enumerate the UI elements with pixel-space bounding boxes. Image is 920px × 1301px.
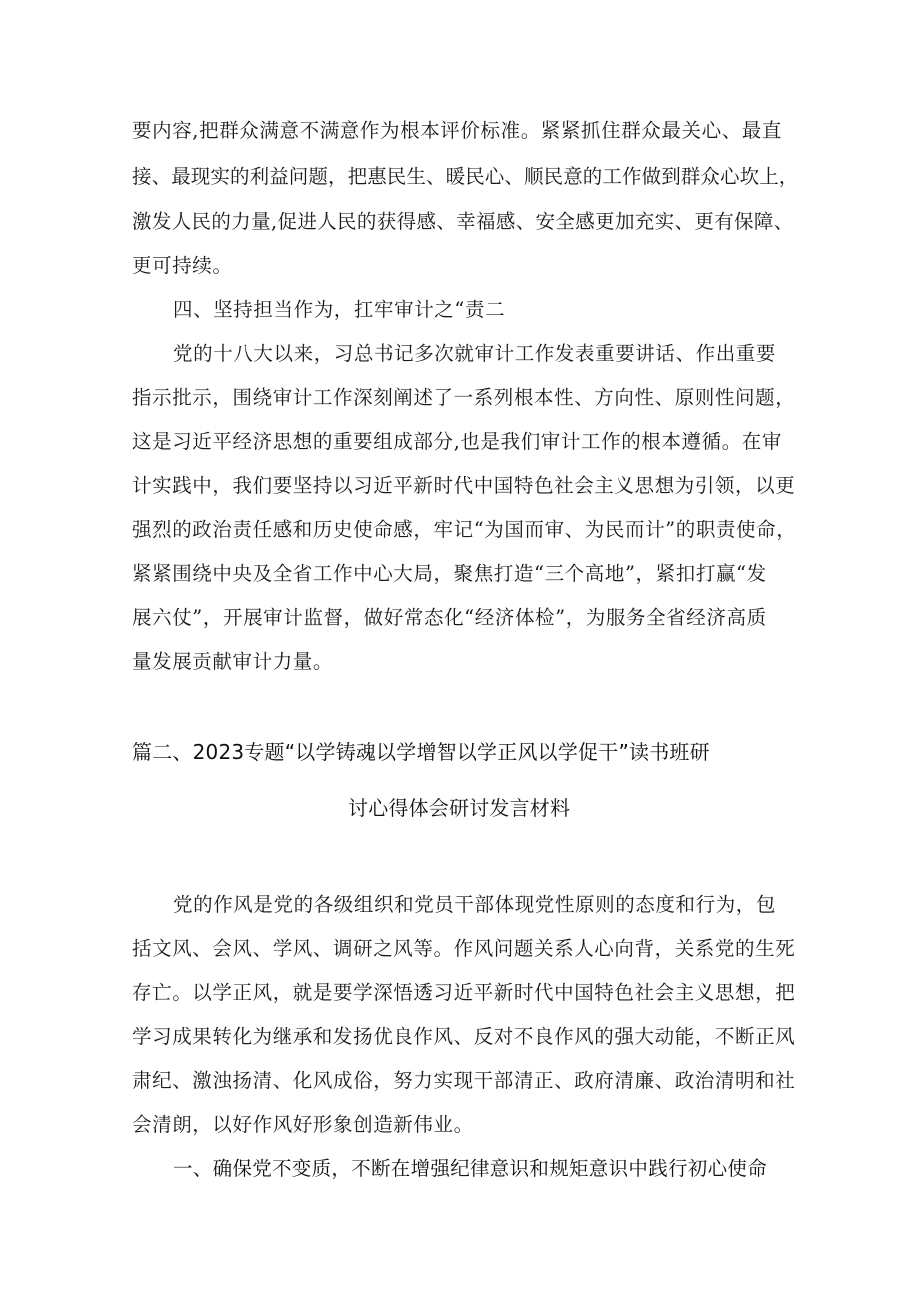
text-line: 学习成果转化为继承和发扬优良作风、反对不良作风的强大动能，不断正风 (132, 1025, 796, 1048)
article-title-line: 讨心得体会研讨发言材料 (348, 796, 571, 820)
text-line: 量发展贡献审计力量。 (132, 650, 334, 673)
text-line: 激发人民的力量,促进人民的获得感、幸福感、安全感更加充实、更有保障、 (132, 210, 794, 233)
text-line: 要内容,把群众满意不满意作为根本评价标准。紧紧抓住群众最关心、最直 (132, 119, 782, 142)
article-title-line: 篇二、2023专题“以学铸魂以学增智以学正风以学促干”读书班研 (132, 740, 710, 764)
text-line: 括文风、会风、学风、调研之风等。作风问题关系人心向背，关系党的生死 (132, 937, 796, 960)
text-line: 更可持续。 (132, 254, 233, 277)
text-line: 展六仗”，开展审计监督，做好常态化“经济体检”，为服务全省经济高质 (132, 606, 767, 629)
section-heading-1: 一、确保党不变质，不断在增强纪律意识和规矩意识中践行初心使命 (173, 1157, 768, 1180)
text-line: 党的十八大以来，习总书记多次就审计工作发表重要讲话、作出重要 (173, 342, 777, 365)
text-line: 强烈的政治责任感和历史使命感，牢记“为国而审、为民而计”的职责使命， (132, 518, 797, 541)
text-line: 这是习近平经济思想的重要组成部分,也是我们审计工作的根本遵循。在审 (132, 430, 782, 453)
text-line: 接、最现实的利益问题，把惠民生、暖民心、顺民意的工作做到群众心坎上， (132, 165, 799, 188)
text-line: 肃纪、激浊扬清、化风成俗，努力实现干部清正、政府清廉、政治清明和社 (132, 1069, 796, 1092)
text-line: 紧紧围绕中央及全省工作中心大局，聚焦打造“三个高地”，紧扣打赢“发 (132, 562, 767, 585)
section-heading-4: 四、坚持担当作为，扛牢审计之“责二 (173, 298, 506, 321)
text-line: 计实践中，我们要坚持以习近平新时代中国特色社会主义思想为引领，以更 (132, 474, 796, 497)
text-line: 会清朗，以好作风好形象创造新伟业。 (132, 1113, 474, 1136)
text-line: 指示批示，围绕审计工作深刻阐述了一系列根本性、方向性、原则性问题， (132, 386, 796, 409)
text-line: 党的作风是党的各级组织和党员干部体现党性原则的态度和行为，包 (173, 893, 777, 916)
text-line: 存亡。以学正风，就是要学深悟透习近平新时代中国特色社会主义思想，把 (132, 981, 796, 1004)
